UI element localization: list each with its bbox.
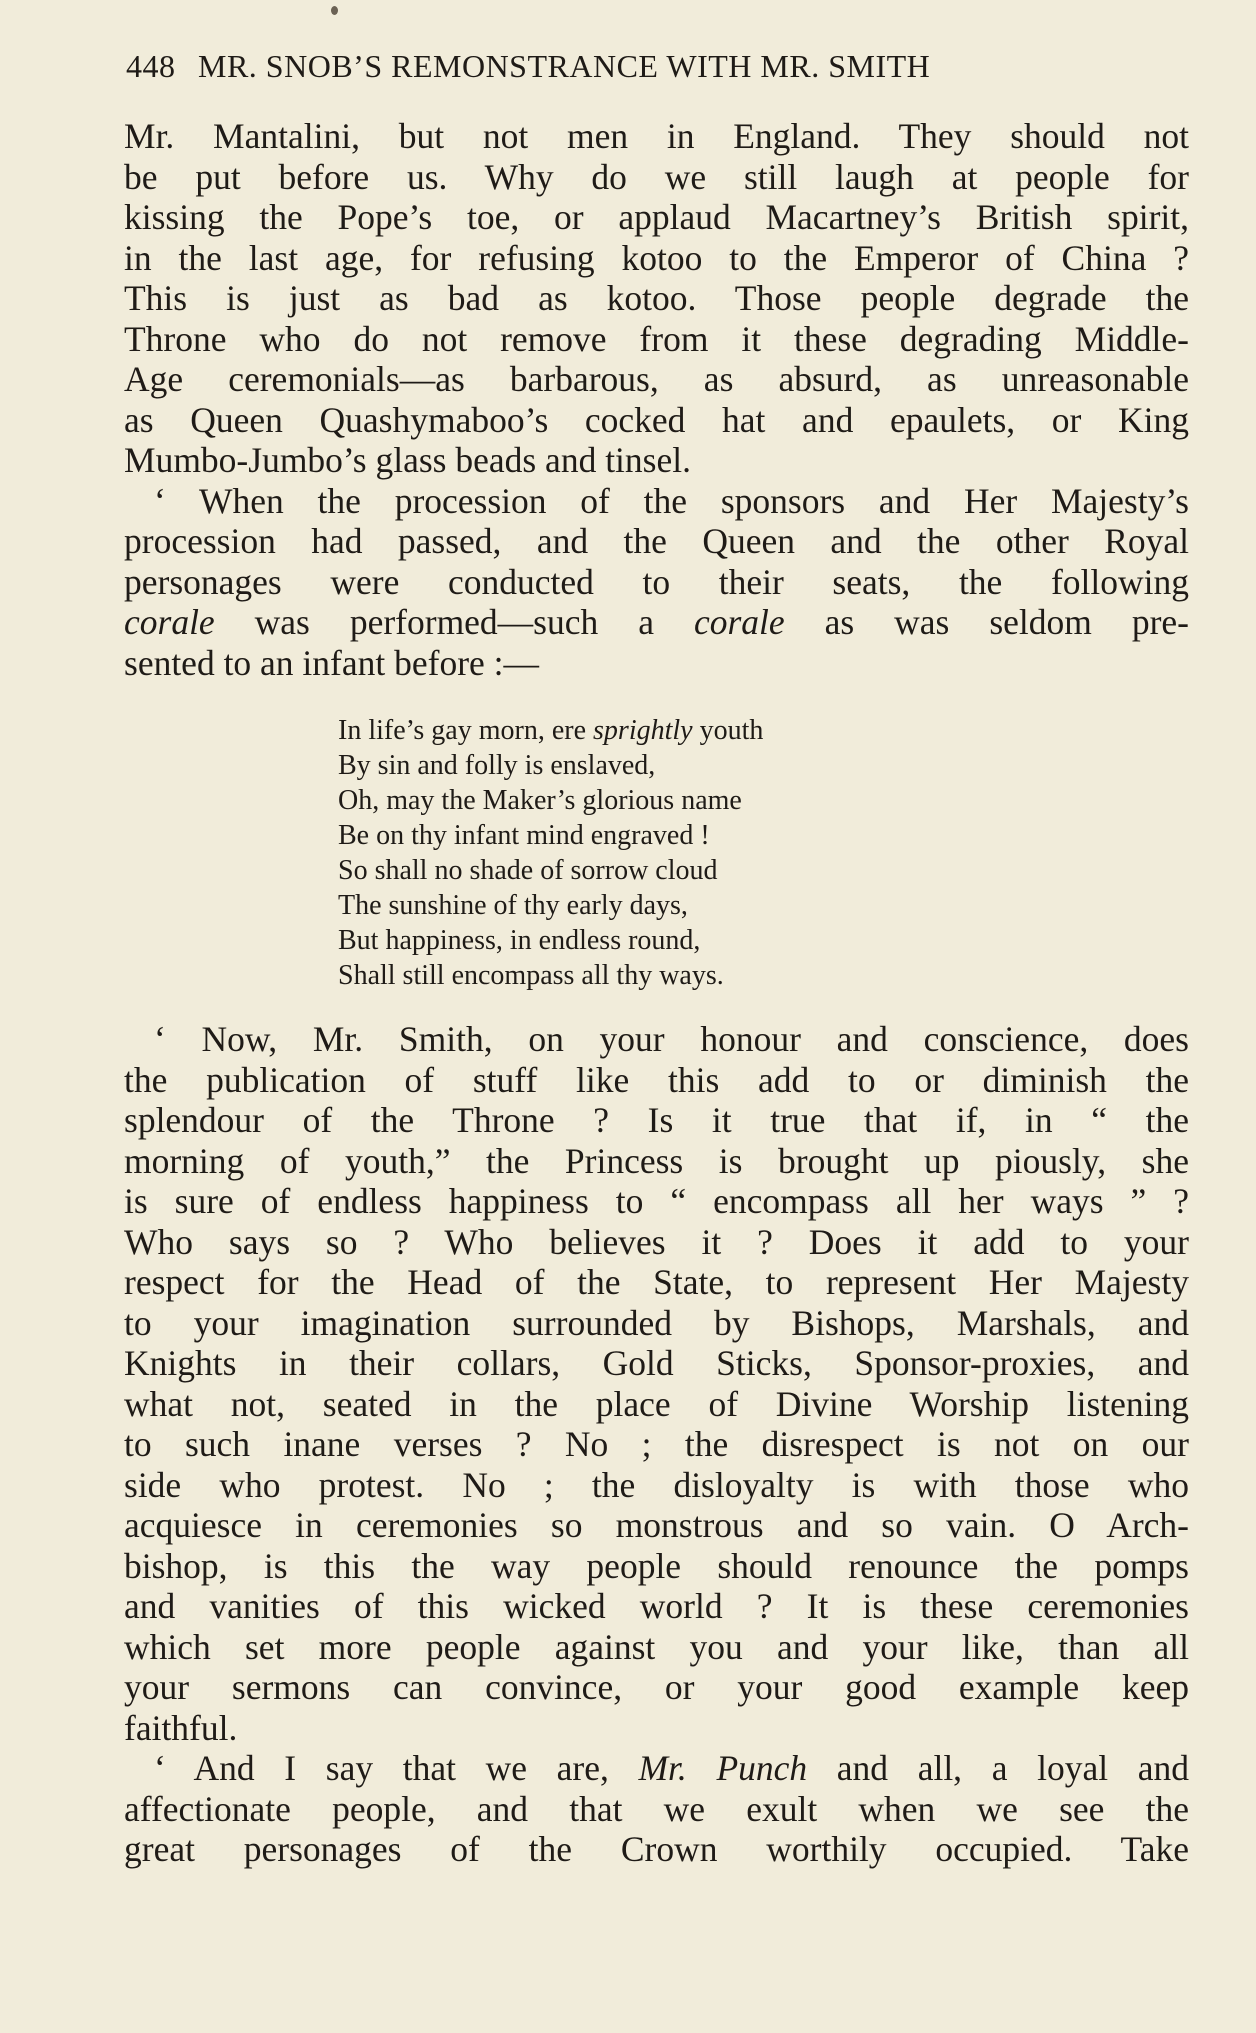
- text-line: your sermons can convince, or your good example keep: [124, 1667, 1189, 1707]
- text-line: sented to an infant before :—: [124, 642, 540, 683]
- text-line: as Queen Quashymaboo’s cocked hat and epaulets, or King: [124, 399, 1189, 440]
- text-line: what not, seated in the place of Divine Worship listening: [124, 1383, 1189, 1424]
- text-span: ‘ And I say that we are,: [154, 1748, 639, 1788]
- verse-block: [338, 713, 763, 993]
- verse-line: But happiness, in endless round,: [338, 925, 701, 956]
- ink-speck: [331, 6, 338, 15]
- text-line: side who protest. No ; the disloyalty is with those who: [124, 1464, 1189, 1505]
- text-line: [124, 1748, 1189, 1789]
- text-line: Mumbo-Jumbo’s glass beads and tinsel.: [124, 440, 691, 480]
- text-line: [124, 602, 1189, 643]
- text-line: kissing the Pope’s toe, or applaud Macartney’s British spirit,: [124, 197, 1189, 237]
- italic-word: corale: [124, 602, 215, 642]
- italic-word: sprightly: [593, 715, 693, 746]
- italic-word: corale: [693, 602, 785, 642]
- page-number: 448: [126, 48, 176, 84]
- text-line: to such inane verses ? No ; the disrespect is not on our: [124, 1424, 1189, 1464]
- text-line: faithful.: [124, 1707, 238, 1748]
- text-line: morning of youth,” the Princess is brought up piously, she: [124, 1140, 1189, 1181]
- paragraph-1: [124, 116, 1189, 481]
- text-block-lower: [124, 1019, 1189, 1870]
- text-span: as was seldom pre-: [784, 602, 1189, 642]
- paragraph-4: [124, 1748, 1189, 1870]
- verse-line: By sin and folly is enslaved,: [338, 750, 656, 781]
- text-line: procession had passed, and the Queen and the other Royal: [124, 521, 1189, 561]
- text-line: acquiesce in ceremonies so monstrous and so vain. O Arch-: [124, 1505, 1189, 1545]
- text-line: Throne who do not remove from it these degrading Middle-: [124, 318, 1189, 359]
- text-line: be put before us. Why do we still laugh at people for: [124, 156, 1189, 197]
- verse-line: Be on thy infant mind engraved !: [338, 820, 710, 851]
- text-line: to your imagination surrounded by Bishops, Marshals, and: [124, 1302, 1189, 1343]
- text-span: was performed—such a: [214, 602, 694, 642]
- verse-line: [338, 713, 763, 748]
- text-line: which set more people against you and your like, than all: [124, 1626, 1189, 1667]
- paragraph-2: [124, 481, 1189, 684]
- italic-word: Mr. Punch: [638, 1748, 808, 1788]
- text-line: Age ceremonials—as barbarous, as absurd, as unreasonable: [124, 359, 1189, 399]
- text-line: respect for the Head of the State, to represent Her Majesty: [124, 1262, 1189, 1302]
- text-span: and all, a loyal and: [807, 1748, 1189, 1788]
- paragraph-3: [124, 1019, 1189, 1748]
- text-line: ‘ When the procession of the sponsors and Her Majesty’s: [154, 480, 1189, 521]
- verse-line: The sunshine of thy early days,: [338, 890, 688, 921]
- text-line: splendour of the Throne ? Is it true that if, in “ the: [124, 1100, 1189, 1140]
- text-line: personages were conducted to their seats, the following: [124, 561, 1189, 602]
- verse-span: youth: [692, 715, 764, 746]
- text-block-upper: [124, 116, 1189, 683]
- running-head: [126, 44, 1126, 88]
- text-line: in the last age, for refusing kotoo to the Emperor of China ?: [124, 237, 1189, 278]
- text-line: Mr. Mantalini, but not men in England. They should not: [124, 116, 1189, 156]
- text-line: affectionate people, and that we exult when we see the: [124, 1788, 1189, 1829]
- verse-line: So shall no shade of sorrow cloud: [338, 855, 718, 886]
- running-title: MR. SNOB’S REMONSTRANCE WITH MR. SMITH: [198, 48, 931, 84]
- text-line: great personages of the Crown worthily occupied. Take: [124, 1829, 1189, 1869]
- text-line: This is just as bad as kotoo. Those people degrade the: [124, 278, 1189, 318]
- text-line: Who says so ? Who believes it ? Does it add to your: [124, 1221, 1189, 1262]
- verse-line: Oh, may the Maker’s glorious name: [338, 785, 742, 816]
- text-line: bishop, is this the way people should renounce the pomps: [124, 1545, 1189, 1586]
- text-line: and vanities of this wicked world ? It is these ceremonies: [124, 1586, 1189, 1626]
- text-line: ‘ Now, Mr. Smith, on your honour and conscience, does: [154, 1019, 1189, 1059]
- text-line: is sure of endless happiness to “ encompass all her ways ” ?: [124, 1181, 1189, 1221]
- text-line: the publication of stuff like this add to or diminish the: [124, 1059, 1189, 1100]
- text-line: Knights in their collars, Gold Sticks, Sponsor-proxies, and: [124, 1343, 1189, 1383]
- verse-line: Shall still encompass all thy ways.: [338, 960, 724, 991]
- verse-span: In life’s gay morn, ere: [338, 715, 594, 746]
